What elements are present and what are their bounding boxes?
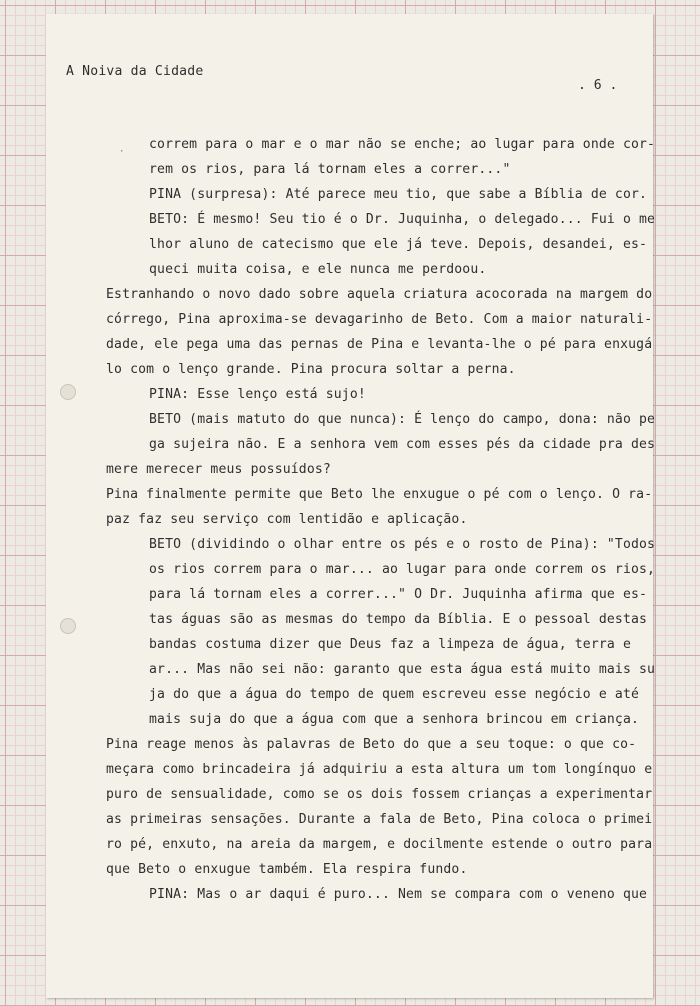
text-line: lo com o lenço grande. Pina procura soltar a perna.: [106, 362, 516, 377]
text-line: rem os rios, para lá tornam eles a correr...": [149, 162, 511, 177]
text-line: os rios correm para o mar... ao lugar para onde correm os rios,: [149, 562, 656, 577]
text-line: meçara como brincadeira já adquiriu a esta altura um tom longínquo e: [106, 762, 653, 777]
punch-hole-bottom: [60, 618, 76, 634]
text-line: mere merecer meus possuídos?: [106, 462, 331, 477]
text-line: mais suja do que a água com que a senhora brincou em criança.: [149, 712, 640, 727]
text-line: PINA: Esse lenço está sujo!: [149, 387, 366, 402]
text-line: Pina finalmente permite que Beto lhe enxugue o pé com o lenço. O ra-: [106, 487, 653, 502]
text-line: BETO: É mesmo! Seu tio é o Dr. Juquinha, o delegado... Fui o me: [149, 212, 656, 227]
text-line: ar... Mas não sei não: garanto que esta água está muito mais su: [149, 662, 656, 677]
text-line: ga sujeira não. E a senhora vem com esses pés da cidade pra des: [149, 437, 656, 452]
text-line: tas águas são as mesmas do tempo da Bíblia. E o pessoal destas: [149, 612, 648, 627]
text-line: puro de sensualidade, como se os dois fossem crianças a experimentar: [106, 787, 653, 802]
text-line: BETO (dividindo o olhar entre os pés e o rosto de Pina): "Todos: [149, 537, 656, 552]
punch-hole-top: [60, 384, 76, 400]
text-line: PINA: Mas o ar daqui é puro... Nem se compara com o veneno que: [149, 887, 648, 902]
text-line: BETO (mais matuto do que nunca): É lenço do campo, dona: não pe: [149, 412, 656, 427]
text-line: dade, ele pega uma das pernas de Pina e levanta-lhe o pé para enxugá: [106, 337, 653, 352]
text-line: paz faz seu serviço com lentidão e aplicação.: [106, 512, 468, 527]
text-line: bandas costuma dizer que Deus faz a limpeza de água, terra e: [149, 637, 631, 652]
text-line: Estranhando o novo dado sobre aquela criatura acocorada na margem do: [106, 287, 653, 302]
text-line: lhor aluno de catecismo que ele já teve. Depois, desandei, es-: [149, 237, 648, 252]
text-line: ro pé, enxuto, na areia da margem, e docilmente estende o outro para: [106, 837, 653, 852]
text-line: queci muita coisa, e ele nunca me perdoou.: [149, 262, 487, 277]
text-line: ja do que a água do tempo de quem escreveu esse negócio e até: [149, 687, 640, 702]
text-line: as primeiras sensações. Durante a fala de Beto, Pina coloca o primei: [106, 812, 653, 827]
text-line: córrego, Pina aproxima-se devagarinho de Beto. Com a maior naturali-: [106, 312, 653, 327]
text-line: Pina reage menos às palavras de Beto do que a seu toque: o que co-: [106, 737, 637, 752]
header-title: A Noiva da Cidade: [66, 64, 204, 79]
page-number: . 6 .: [578, 78, 618, 93]
ink-speck: ·: [119, 147, 125, 157]
text-line: que Beto o enxugue também. Ela respira fundo.: [106, 862, 468, 877]
text-line: PINA (surpresa): Até parece meu tio, que sabe a Bíblia de cor.: [149, 187, 648, 202]
text-line: para lá tornam eles a correr..." O Dr. Juquinha afirma que es-: [149, 587, 648, 602]
text-line: correm para o mar e o mar não se enche; ao lugar para onde cor-: [149, 137, 656, 152]
